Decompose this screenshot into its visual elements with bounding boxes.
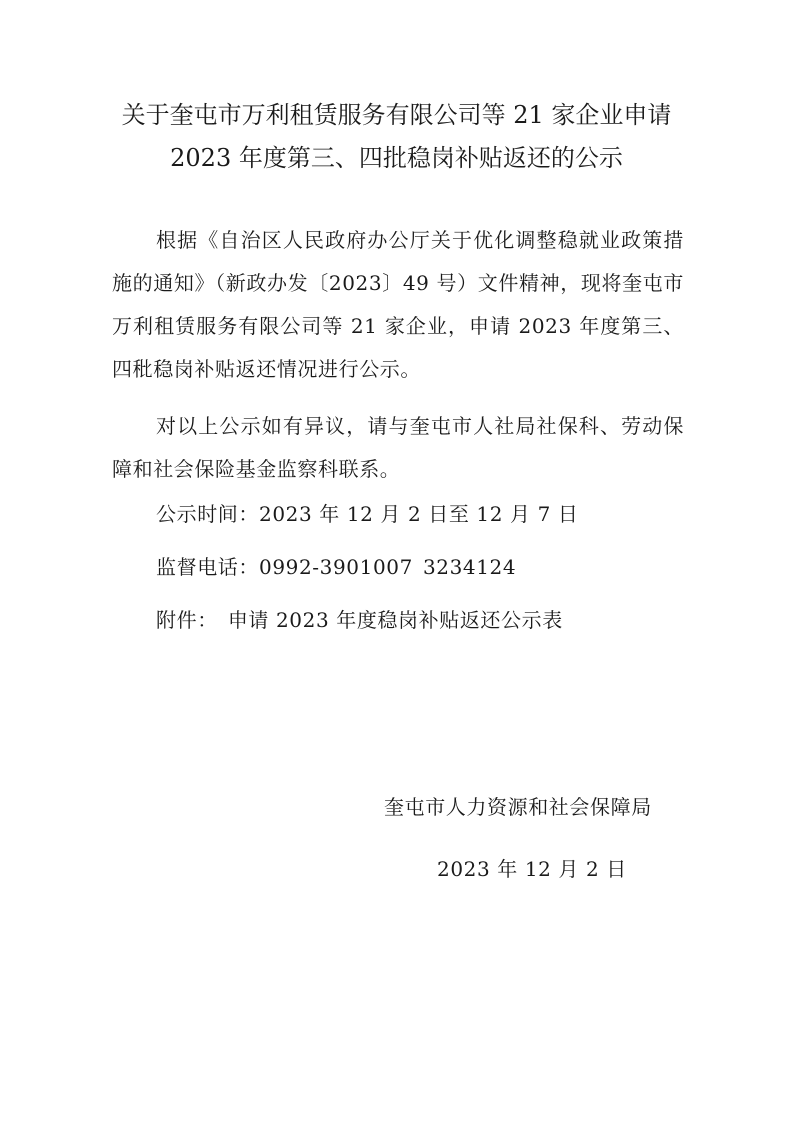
document-title-line-2: 2023 年度第三、四批稳岗补贴返还的公示 [170, 144, 623, 172]
supervision-phone-number-2: 3234124 [422, 555, 517, 579]
attachment-label: 附件： [156, 608, 218, 632]
attachment-line [156, 606, 563, 634]
supervision-phone-number-1: 0992-3901007 [259, 555, 413, 579]
supervision-phone-label: 监督电话： [156, 555, 259, 579]
signature-organization: 奎屯市人力资源和社会保障局 [384, 795, 652, 819]
body-paragraph-2: 对以上公示如有异议，请与奎屯市人社局社保科、劳动保障和社会保险基金监察科联系。 [112, 414, 684, 481]
publicity-time-label: 公示时间： [156, 502, 259, 526]
document-title-line-1: 关于奎屯市万利租赁服务有限公司等 21 家企业申请 [121, 101, 672, 129]
body-paragraph-1: 根据《自治区人民政府办公厅关于优化调整稳就业政策措施的通知》（新政办发〔2023〕49 号）文件精神，现将奎屯市万利租赁服务有限公司等 21 家企业，申请 2023 年度第三、四秕稳岗补贴返还情况进行公示。 [112, 228, 684, 381]
publicity-time [156, 500, 578, 528]
attachment-name: 申请 2023 年度稳岗补贴返还公示表 [227, 608, 563, 632]
signature-date: 2023 年 12 月 2 日 [437, 857, 627, 881]
publicity-time-value: 2023 年 12 月 2 日至 12 月 7 日 [259, 502, 579, 526]
supervision-phone [156, 553, 516, 581]
